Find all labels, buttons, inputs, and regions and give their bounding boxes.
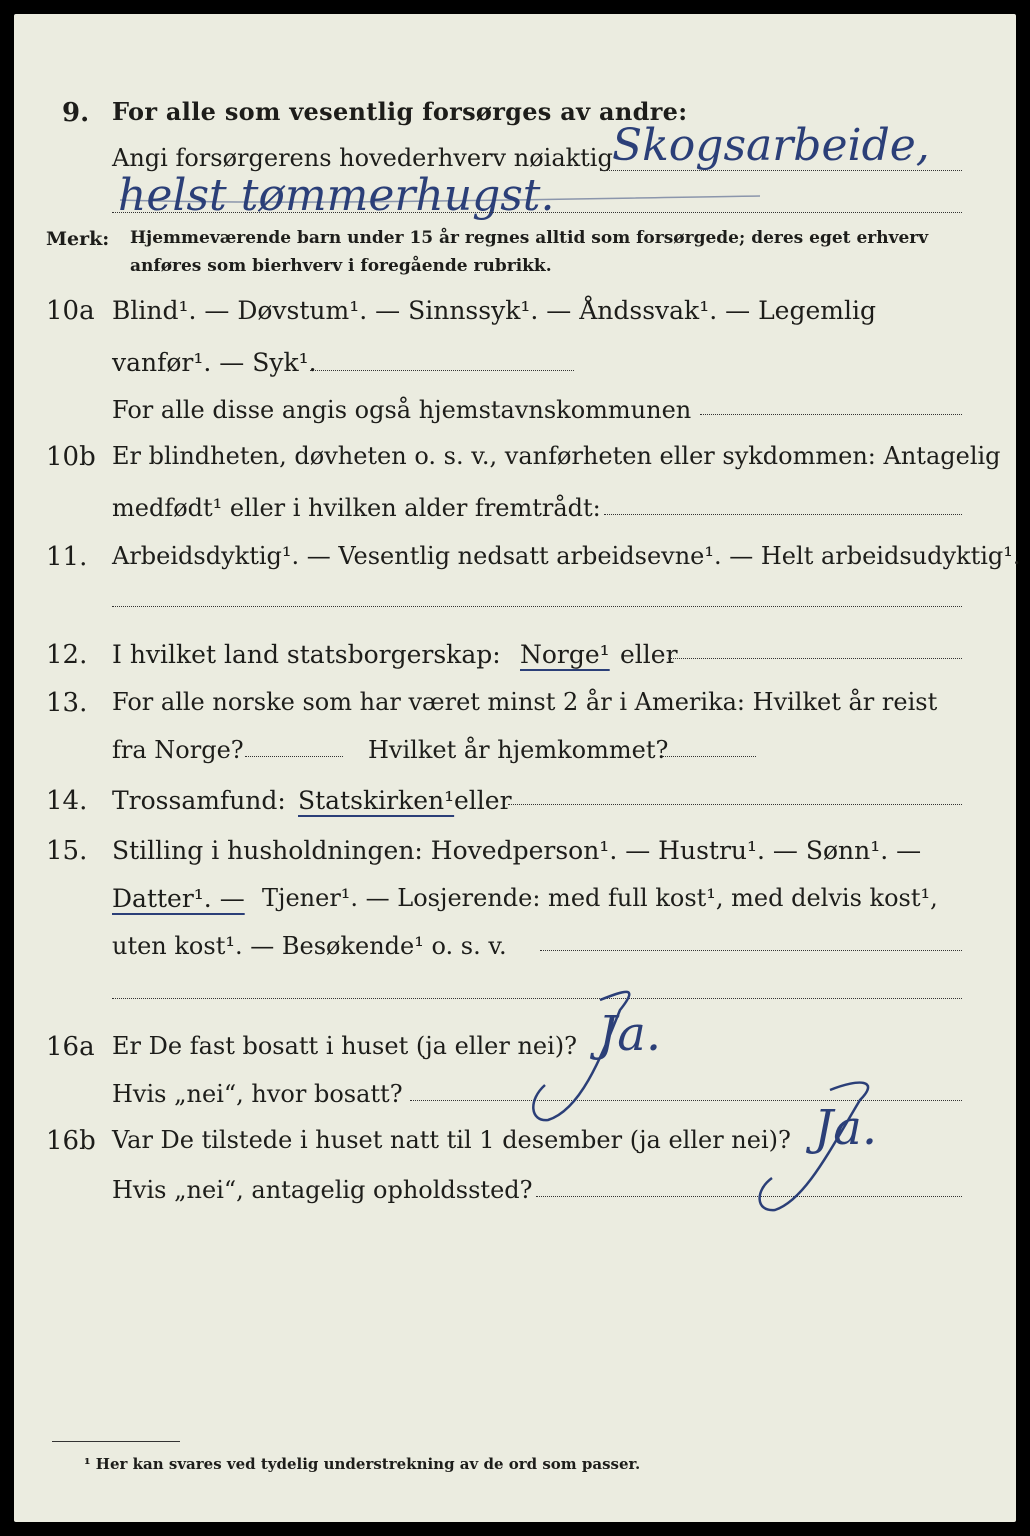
q14-prefix: Trossamfund: bbox=[112, 786, 286, 815]
q10a-number: 10a bbox=[46, 296, 95, 326]
merk-label: Merk: bbox=[46, 228, 110, 250]
q9-handwritten-answer-2: helst tømmerhugst. bbox=[118, 170, 555, 221]
q16a-line1: Er De fast bosatt i huset (ja eller nei)? bbox=[112, 1032, 578, 1060]
q16a-line2: Hvis „nei“, hvor bosatt? bbox=[112, 1080, 403, 1108]
q10b-line2: medfødt¹ eller i hvilken alder fremtrådt: bbox=[112, 494, 601, 522]
q12-number: 12. bbox=[46, 640, 88, 670]
q11-line1: Arbeidsdyktig¹. — Vesentlig nedsatt arbeidsevne¹. — Helt arbeidsudyktig¹. bbox=[112, 542, 1021, 570]
q9-handwritten-answer-1: Skogsarbeide, bbox=[612, 120, 930, 171]
q15-number: 15. bbox=[46, 836, 88, 866]
q16b-number: 16b bbox=[46, 1126, 96, 1156]
q16b-line2: Hvis „nei“, antagelig opholdssted? bbox=[112, 1176, 533, 1204]
q9-number: 9. bbox=[62, 98, 90, 128]
footnote-rule bbox=[52, 1441, 180, 1442]
q12-suffix: eller bbox=[620, 640, 678, 669]
q9-line1: For alle som vesentlig forsørges av andre: bbox=[112, 97, 688, 126]
merk-line2: anføres som bierhverv i foregående rubrikk. bbox=[130, 256, 552, 276]
q12-prefix: I hvilket land statsborgerskap: bbox=[112, 640, 501, 669]
q9-line2: Angi forsørgerens hovederhverv nøiaktig bbox=[112, 144, 613, 172]
q13-number: 13. bbox=[46, 688, 88, 718]
q15-line2b: Tjener¹. — Losjerende: med full kost¹, med delvis kost¹, bbox=[262, 884, 938, 912]
q16b-line1: Var De tilstede i huset natt til 1 desember (ja eller nei)? bbox=[112, 1126, 791, 1154]
q16a-number: 16a bbox=[46, 1032, 95, 1062]
q10b-number: 10b bbox=[46, 442, 96, 472]
q15-line3: uten kost¹. — Besøkende¹ o. s. v. bbox=[112, 932, 507, 960]
q11-number: 11. bbox=[46, 542, 88, 572]
q10a-line3: For alle disse angis også hjemstavnskommunen bbox=[112, 396, 692, 424]
q13-line2a: fra Norge? bbox=[112, 736, 244, 764]
q12-option-norge: Norge¹ bbox=[520, 640, 610, 669]
q10a-line2: vanfør¹. — Syk¹. bbox=[112, 348, 317, 377]
q10a-line1: Blind¹. — Døvstum¹. — Sinnssyk¹. — Åndssvak¹. — Legemlig bbox=[112, 296, 876, 325]
q15-line1: Stilling i husholdningen: Hovedperson¹. — Hustru¹. — Sønn¹. — bbox=[112, 836, 922, 865]
q13-line2b: Hvilket år hjemkommet? bbox=[368, 736, 669, 764]
q14-number: 14. bbox=[46, 786, 88, 816]
q14-option-statskirken: Statskirken¹ bbox=[298, 786, 455, 815]
q14-suffix: eller bbox=[454, 786, 512, 815]
footnote-text: ¹ Her kan svares ved tydelig understrekning av de ord som passer. bbox=[84, 1455, 641, 1473]
merk-line1: Hjemmeværende barn under 15 år regnes alltid som forsørgede; deres eget erhverv bbox=[130, 228, 929, 248]
q16b-handwritten-answer: Ja. bbox=[814, 1100, 878, 1156]
q16a-handwritten-answer: Ja. bbox=[598, 1006, 662, 1062]
q13-line1: For alle norske som har været minst 2 år i Amerika: Hvilket år reist bbox=[112, 688, 938, 716]
q15-option-datter: Datter¹. — bbox=[112, 884, 245, 913]
q10b-line1: Er blindheten, døvheten o. s. v., vanførheten eller sykdommen: Antagelig bbox=[112, 442, 1001, 470]
